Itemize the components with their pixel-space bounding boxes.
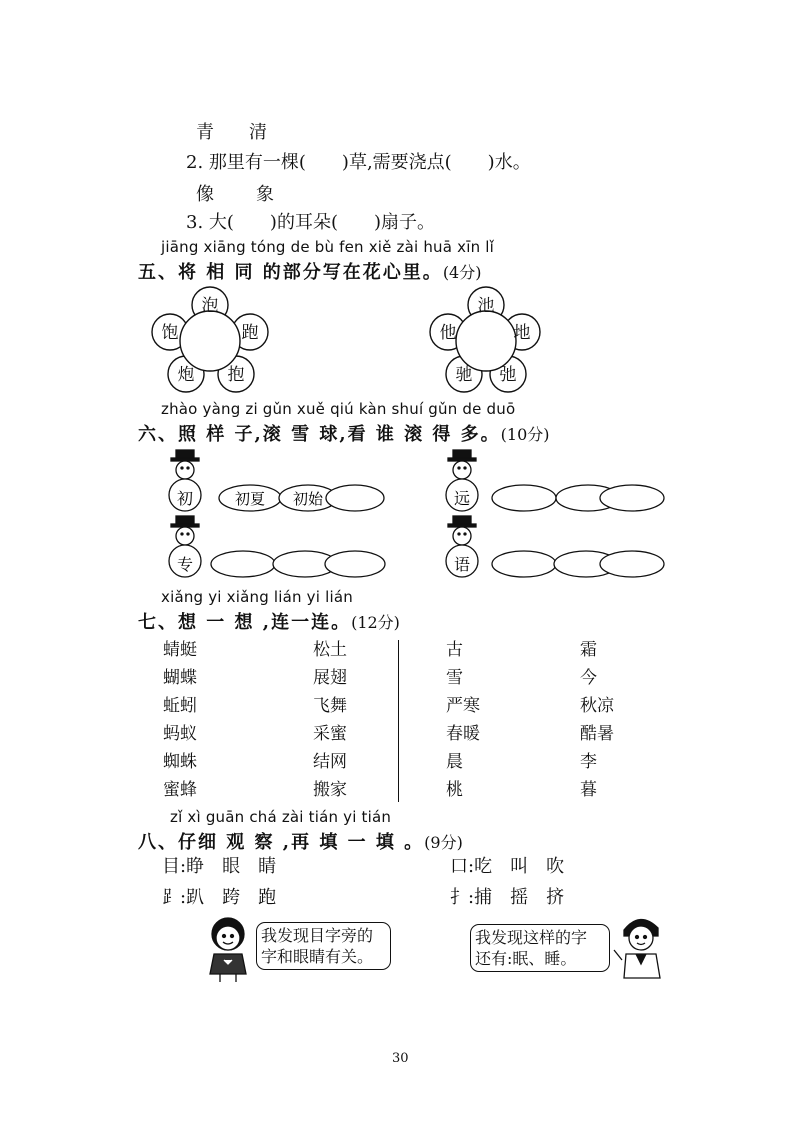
q8-title-text: 八、仔细 观 察 ,再 填 一 填 。: [138, 832, 425, 853]
snowball-1-char: 初: [176, 489, 194, 508]
flower-1-petal-right: 跑: [241, 323, 259, 343]
flower-2-petal-top: 池: [477, 296, 495, 316]
bubble-left-line-1: 我发现目字旁的: [261, 926, 374, 945]
q6-pinyin: zhào yàng zi gǔn xuě qiú kàn shuí gǔn de duō: [161, 400, 516, 418]
q5-pinyin: jiāng xiāng tóng de bù fen xiě zài huā xīn lǐ: [161, 238, 494, 256]
flower-2-petal-bottom-left: 驰: [455, 365, 473, 385]
bubble-right-line-1: 我发现这样的字: [475, 928, 588, 947]
list-item: 酷暑: [580, 724, 614, 744]
match-col-actions: [313, 636, 347, 804]
q4-option-1: 青: [196, 122, 214, 143]
flower-2-petal-bottom-right: 弛: [499, 365, 517, 385]
q8-row1-left: 目:睁 眼 睛: [162, 856, 277, 877]
q8-row2-left: ⻊:趴 跨 跑: [162, 887, 277, 908]
list-item: 古: [446, 640, 463, 660]
snowball-chain-1: [155, 448, 390, 516]
list-item: 蜜蜂: [163, 780, 197, 800]
flower-1: [150, 285, 270, 393]
list-item: 严寒: [446, 696, 480, 716]
list-item: 暮: [580, 780, 597, 800]
flower-2-petal-right: 地: [513, 323, 531, 343]
q8-row1-right: 口:吃 叫 吹: [450, 856, 565, 877]
list-item: 晨: [446, 752, 463, 772]
q5-title-text: 五、将 相 同 的部分写在花心里。: [138, 262, 443, 283]
divider: [398, 640, 399, 802]
list-item: 桃: [446, 780, 463, 800]
list-item: 秋凉: [580, 696, 614, 716]
list-item: 飞舞: [313, 696, 347, 716]
q4-option-2: 清: [249, 122, 267, 143]
q4-sentence-2: 2. 那里有一棵( )草,需要浇点( )水。: [186, 152, 531, 173]
snowball-4-char: 语: [453, 555, 471, 574]
list-item: 蜘蛛: [163, 752, 197, 772]
q8-title: [138, 828, 463, 854]
snowball-1-word-2: 初始: [292, 490, 324, 508]
snowball-chain-3: [155, 514, 390, 582]
list-item: 李: [580, 752, 597, 772]
flower-1-petal-bottom-left: 炮: [177, 365, 195, 385]
boy-illustration: [612, 910, 672, 986]
q8-score: (9分): [424, 833, 463, 852]
speech-bubble-left: [256, 922, 391, 970]
snowball-3-char: 专: [176, 555, 194, 574]
q8-row2-right: 扌:捕 摇 挤: [450, 887, 565, 908]
flower-1-petal-top: 泡: [201, 296, 219, 316]
girl-illustration: [200, 912, 260, 984]
flower-1-petal-left: 饱: [161, 323, 179, 343]
list-item: 霜: [580, 640, 597, 660]
match-col-insects: [163, 636, 197, 804]
bubble-left-line-2: 字和眼睛有关。: [261, 947, 374, 966]
q4-sentence-3: 3. 大( )的耳朵( )扇子。: [186, 212, 435, 233]
list-item: 采蜜: [313, 724, 347, 744]
q7-title-text: 七、想 一 想 ,连一连。: [138, 612, 352, 633]
q7-score: (12分): [351, 613, 400, 632]
q6-score: (10分): [500, 425, 550, 444]
q7-title: [138, 608, 400, 634]
list-item: 蚂蚁: [163, 724, 197, 744]
q6-title: [138, 420, 550, 446]
flower-2-petal-left: 他: [439, 323, 457, 343]
q4-option-3: 像: [196, 184, 214, 205]
q5-title: [138, 258, 481, 284]
q6-title-text: 六、照 样 子,滚 雪 球,看 谁 滚 得 多。: [138, 424, 501, 445]
q8-pinyin: zǐ xì guān chá zài tián yi tián: [170, 808, 392, 826]
q4-option-4: 象: [256, 184, 274, 205]
bubble-right-line-2: 还有:眠、睡。: [475, 949, 577, 968]
page-number: 30: [392, 1051, 409, 1066]
match-col-right-words: [580, 636, 614, 804]
snowball-chain-4: [432, 514, 667, 582]
list-item: 蚯蚓: [163, 696, 197, 716]
snowball-2-char: 远: [453, 489, 471, 508]
snowball-chain-2: [432, 448, 667, 516]
list-item: 蜻蜓: [163, 640, 197, 660]
flower-1-petal-bottom-right: 抱: [227, 365, 245, 385]
speech-bubble-right: [470, 924, 610, 972]
list-item: 蝴蝶: [163, 668, 197, 688]
snowball-1-word-1: 初夏: [234, 490, 266, 508]
list-item: 春暖: [446, 724, 480, 744]
q5-score: (4分): [442, 263, 482, 282]
list-item: 搬家: [313, 780, 347, 800]
match-col-left-words: [446, 636, 480, 804]
q7-pinyin: xiǎng yi xiǎng lián yi lián: [161, 588, 353, 606]
list-item: 松土: [313, 640, 347, 660]
list-item: 结网: [313, 752, 347, 772]
flower-2: [426, 285, 546, 393]
list-item: 展翅: [313, 668, 347, 688]
list-item: 雪: [446, 668, 463, 688]
list-item: 今: [580, 668, 597, 688]
